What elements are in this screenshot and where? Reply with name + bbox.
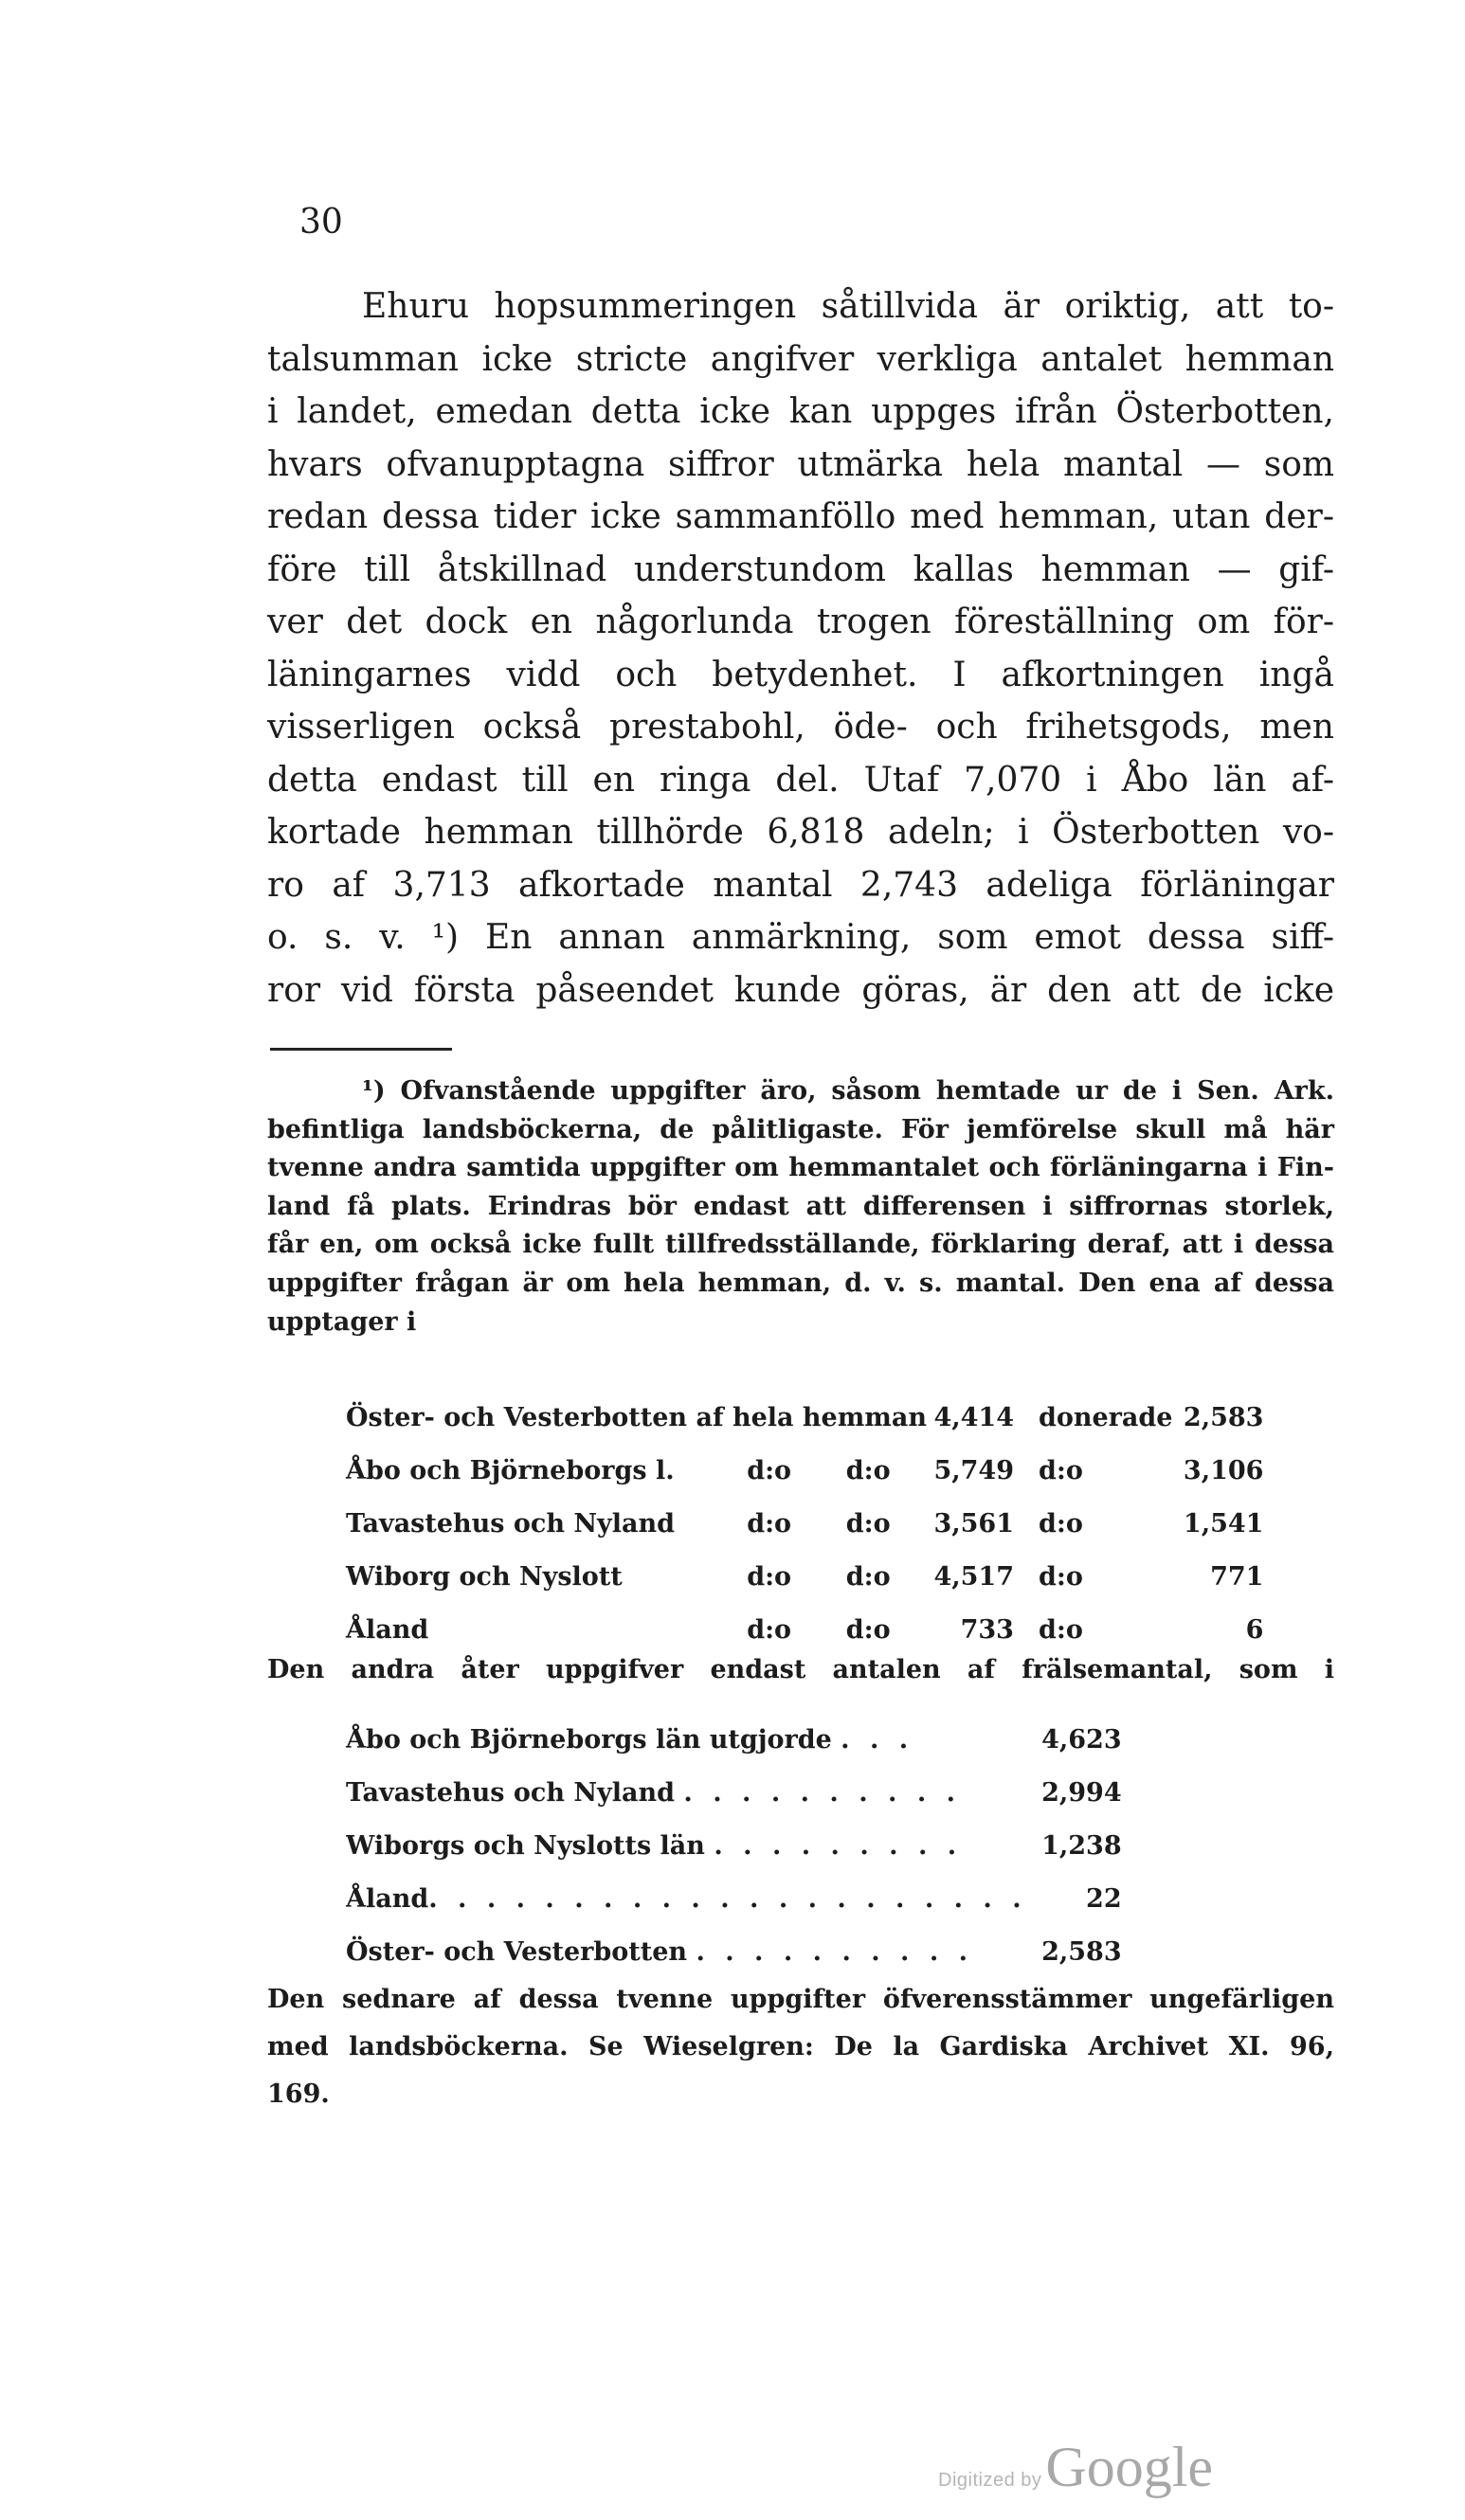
table-cell-total: 5,749 <box>933 1455 1014 1485</box>
table-cell-region: Wiborg och Nyslott <box>346 1561 623 1592</box>
table-cell-donated: 1,541 <box>1183 1508 1264 1539</box>
table-row <box>346 1497 1263 1550</box>
table-cell-value: 22 <box>1086 1883 1122 1914</box>
text-line: Ehuru hopsummeringen såtillvida är oriktig, att to- <box>362 287 1334 326</box>
footnote-line: med landsböckerna. Se Wieselgren: De la Gardiska Archivet XI. 96, <box>267 2032 1334 2061</box>
footnote-line: befintliga landsböckerna, de pålitligaste. För jemförelse skull må här <box>267 1114 1334 1144</box>
table-cell-region <box>346 1819 1027 1872</box>
table-cell-region: Åland <box>346 1614 429 1645</box>
footnote-line: Den andra åter uppgifver endast antalen af frälsemantal, som i <box>267 1655 1334 1684</box>
table-cell-region <box>346 1872 1027 1925</box>
table-cell-ditto: d:o <box>845 1614 891 1645</box>
donation-table <box>346 1391 1263 1656</box>
footnote-line: uppgifter frågan är om hela hemman, d. v. s. mantal. Den ena af dessa <box>267 1268 1334 1298</box>
text-line: ver det dock en någorlunda trogen föreställning om för- <box>267 603 1334 641</box>
table-cell-ditto: d:o <box>845 1455 891 1485</box>
table-cell-ditto: d:o <box>747 1614 792 1645</box>
table-cell-ditto: d:o <box>845 1508 891 1539</box>
region-label: Åland <box>346 1883 429 1914</box>
table-row <box>346 1603 1263 1656</box>
table-cell-region <box>346 1925 1027 1978</box>
table-cell-ditto: d:o <box>747 1455 792 1485</box>
table-cell-region: Åbo och Björneborgs l. <box>346 1455 675 1485</box>
text-line: ro af 3,713 afkortade mantal 2,743 adeliga förläningar <box>267 865 1334 905</box>
text-line: redan dessa tider icke sammanföllo med hemman, utan der- <box>267 497 1334 536</box>
footnote-line: Den sednare af dessa tvenne uppgifter öfverensstämmer ungefärligen <box>267 1985 1334 2014</box>
fralsemantal-table <box>346 1713 1122 1978</box>
table-cell-region: Öster- och Vesterbotten af hela hemman <box>346 1402 927 1432</box>
table-cell-ditto: d:o <box>1038 1561 1083 1592</box>
table-cell-label: donerade <box>1038 1402 1173 1432</box>
region-label: Åbo och Björneborgs län utgjorde <box>346 1724 832 1755</box>
watermark-prefix: Digitized by <box>938 2470 1042 2491</box>
region-label: Wiborgs och Nyslotts län <box>346 1830 705 1861</box>
footnote-closing <box>267 1976 1334 2118</box>
text-line: i landet, emedan detta icke kan uppges ifrån Österbotten, <box>267 392 1334 431</box>
text-line: detta endast till en ringa del. Utaf 7,070 i Åbo län af- <box>267 760 1334 800</box>
leader-dots: . . . . . . . . . <box>714 1830 963 1861</box>
leader-dots: . . . <box>841 1724 914 1755</box>
table-row <box>346 1391 1263 1444</box>
table-cell-ditto: d:o <box>747 1508 792 1539</box>
table-cell-ditto: d:o <box>1038 1455 1083 1485</box>
google-logo: Google <box>1045 2436 1214 2498</box>
footnote-line: land få plats. Erindras bör endast att differensen i siffrornas storlek, <box>267 1191 1334 1221</box>
leader-dots: . . . . . . . . . . . . . . . . . . . . . <box>428 1883 1027 1914</box>
table-cell-ditto: d:o <box>845 1561 891 1592</box>
footnote-line: 169. <box>267 2079 330 2109</box>
table-cell-ditto: d:o <box>747 1561 792 1592</box>
footnote-line: får en, om också icke fullt tillfredsställande, förklaring deraf, att i dessa <box>267 1230 1334 1260</box>
table-cell-region <box>346 1766 1027 1819</box>
table-row <box>346 1872 1122 1925</box>
page-number: 30 <box>299 203 343 242</box>
footnote <box>267 1072 1334 1341</box>
footnote-divider <box>270 1048 452 1051</box>
main-paragraph <box>267 280 1334 1017</box>
table-cell-value: 1,238 <box>1041 1830 1122 1861</box>
table-cell-total: 4,414 <box>933 1402 1014 1432</box>
text-line: läningarnes vidd och betydenhet. I afkortningen ingå <box>267 655 1334 694</box>
text-line: visserligen också prestabohl, öde- och frihetsgods, men <box>267 708 1334 747</box>
table-row <box>346 1766 1122 1819</box>
table-cell-value: 2,583 <box>1041 1936 1122 1967</box>
table-cell-value: 2,994 <box>1041 1777 1122 1808</box>
text-line: kortade hemman tillhörde 6,818 adeln; i Österbotten vo- <box>267 813 1334 852</box>
footnote-line: upptager i <box>267 1306 417 1337</box>
table-row <box>346 1819 1122 1872</box>
digitized-watermark <box>938 2435 1213 2500</box>
table-cell-total: 733 <box>960 1614 1014 1645</box>
table-cell-donated: 771 <box>1210 1561 1264 1592</box>
table-cell-ditto: d:o <box>1038 1614 1083 1645</box>
table-row <box>346 1444 1263 1497</box>
table-cell-region: Tavastehus och Nyland <box>346 1508 676 1539</box>
table-cell-donated: 3,106 <box>1183 1455 1264 1485</box>
leader-dots: . . . . . . . . . . <box>683 1777 962 1808</box>
text-line: ror vid första påseendet kunde göras, är den att de icke <box>267 970 1334 1010</box>
table-row <box>346 1550 1263 1603</box>
table-row <box>346 1713 1122 1766</box>
text-line: före till åtskillnad understundom kallas hemman — gif- <box>267 549 1334 589</box>
table-cell-total: 3,561 <box>933 1508 1014 1539</box>
text-line: o. s. v. ¹) En annan anmärkning, som emot dessa siff- <box>267 918 1334 957</box>
region-label: Öster- och Vesterbotten <box>346 1936 688 1967</box>
footnote-line: tvenne andra samtida uppgifter om hemmantalet och förläningarna i Fin- <box>267 1153 1334 1183</box>
text-line: talsumman icke stricte angifver verkliga antalet hemman <box>267 339 1334 379</box>
text-line: hvars ofvanupptagna siffror utmärka hela mantal — som <box>267 444 1334 484</box>
table-cell-donated: 6 <box>1245 1614 1264 1645</box>
footnote-line: ¹) Ofvanstående uppgifter äro, såsom hemtade ur de i Sen. Ark. <box>362 1076 1334 1106</box>
table-row <box>346 1925 1122 1978</box>
table-cell-region <box>346 1713 1027 1766</box>
region-label: Tavastehus och Nyland <box>346 1777 676 1808</box>
leader-dots: . . . . . . . . . . <box>696 1936 974 1967</box>
table-cell-donated: 2,583 <box>1183 1402 1264 1432</box>
table-cell-total: 4,517 <box>933 1561 1014 1592</box>
table-cell-ditto: d:o <box>1038 1508 1083 1539</box>
table-cell-value: 4,623 <box>1041 1724 1122 1755</box>
